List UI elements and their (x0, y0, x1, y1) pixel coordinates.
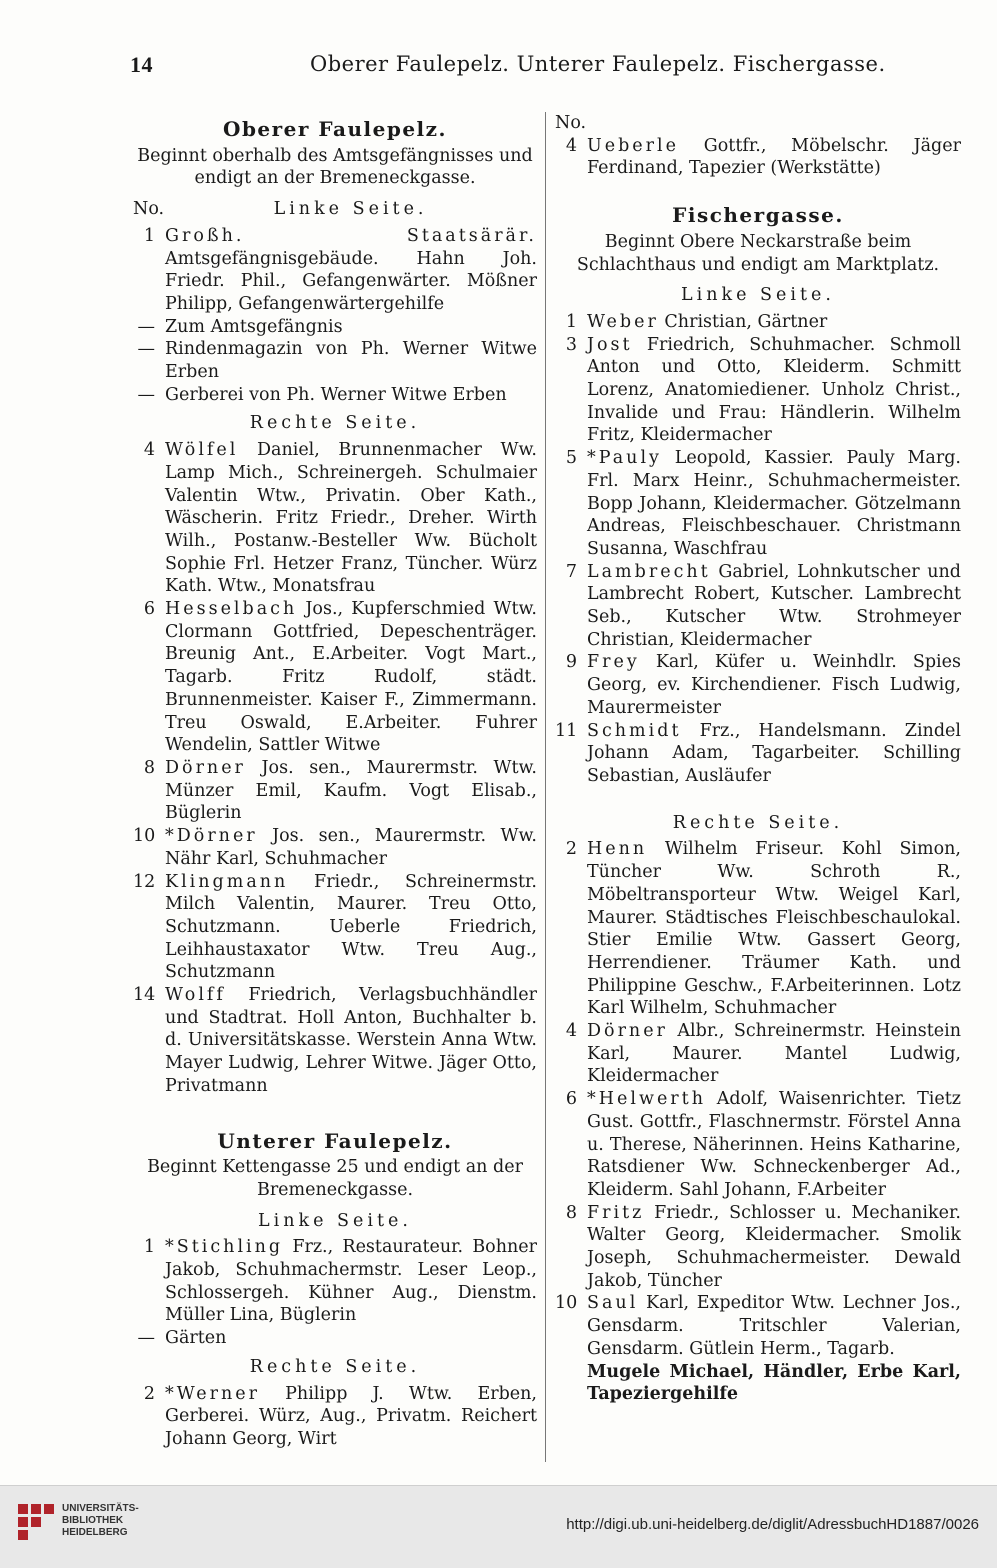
entry-list (133, 439, 537, 1097)
resident-name: *Pauly (587, 448, 662, 469)
list-item (133, 384, 537, 407)
entry-text: Amtsgefängnisgebäude. Hahn Joh. Friedr. Phil., Gefangenwärter. Mößner Philipp, Gefangenwärtergehilfe (165, 248, 537, 314)
entry-text: Karl, Expeditor Wtw. Lechner Jos., Gensdarm. Tritschler Valerian, Gensdarm. Gütlein Herm., Tagarb. (587, 1293, 961, 1359)
side-label: Linke Seite. (273, 199, 428, 220)
house-number: 4 (565, 1021, 577, 1042)
library-name-line: BIBLIOTHEK (62, 1515, 124, 1526)
list-item (555, 447, 961, 561)
library-name (62, 1503, 139, 1539)
resident-name: Dörner (587, 1021, 668, 1042)
house-number: 8 (565, 1202, 577, 1223)
list-item (555, 561, 961, 652)
list-item (133, 1383, 537, 1451)
list-item (555, 334, 961, 448)
house-number: 2 (143, 1383, 155, 1404)
resident-name: Saul (587, 1293, 639, 1314)
resident-name: Wölfel (165, 440, 239, 461)
house-number: 2 (565, 839, 577, 860)
entry-text: Karl, Küfer u. Weinhdlr. Spies Georg, ev. Kirchendiener. Fisch Ludwig, Maurermeister (587, 652, 961, 718)
resident-name: *Stichling (165, 1237, 284, 1258)
entry-text: Mugele Michael, Händler, Erbe Karl, Tapeziergehilfe (587, 1361, 961, 1405)
house-number: 1 (143, 225, 155, 246)
list-item (555, 720, 961, 788)
entry-text: Friedr., Schreinermstr. Milch Valentin, Maurer. Treu Otto, Schutzmann. Ueberle Friedrich, Leihhaustaxator Wtw. Treu Aug., Schutzmann (165, 871, 537, 983)
side-heading: Linke Seite. (258, 1210, 412, 1231)
library-name-line: UNIVERSITÄTS- (62, 1503, 139, 1514)
spacer (133, 1098, 537, 1124)
street-title: Oberer Faulepelz. (223, 117, 447, 141)
entry-text: Gottfr., Möbelschr. Jäger Ferdinand, Tapezier (Werkstätte) (587, 135, 961, 179)
entry-text: Friedrich, Verlagsbuchhändler und Stadtrat. Holl Anton, Buchhalter b. d. Universitätskasse. Werstein Anna Wtw. Mayer Ludwig, Lehrer Witwe. Jäger Otto, Privatmann (165, 985, 537, 1096)
list-item (133, 338, 537, 383)
list-item (133, 225, 537, 316)
page-number: 14 (130, 52, 153, 77)
house-number: 4 (143, 440, 155, 461)
list-item (133, 316, 537, 339)
list-item (133, 439, 537, 598)
house-number: — (137, 384, 155, 405)
house-number: 12 (133, 871, 156, 892)
footer-bar (0, 1485, 997, 1568)
entry-text: Philipp J. Wtw. Erben, Gerberei. Würz, Aug., Privatm. Reichert Johann Georg, Wirt (165, 1383, 537, 1449)
resident-name: Henn (587, 839, 648, 860)
left-column (133, 112, 537, 1451)
entry-text: Friedrich, Schuhmacher. Schmoll Anton und Otto, Kleiderm. Schmitt Lorenz, Anatomiediener. Unholz Christ., Invalide und Frau: Händlerin. Wilhelm Fritz, Kleidermacher (587, 334, 961, 446)
number-column-label: No. (555, 113, 587, 133)
resident-name: Dörner (165, 757, 246, 778)
entry-text: Adolf, Waisenrichter. Tietz Gust. Gottfr., Flaschnermstr. Förstel Anna u. Therese, Näherinnen. Heins Katharine, Ratsdiener Ww. Schneckenberger Ad., Kleiderm. Sahl Johann, F.Arbeiter (587, 1089, 961, 1200)
house-number: 8 (143, 757, 155, 778)
source-url-link[interactable]: http://digi.ub.uni-heidelberg.de/diglit/AdressbuchHD1887/0026 (566, 1516, 979, 1533)
resident-name: *Dörner (165, 826, 258, 847)
library-name-line: HEIDELBERG (62, 1527, 128, 1538)
list-item (133, 1327, 537, 1350)
number-column-label: No. (133, 199, 165, 220)
house-number: 10 (133, 826, 156, 847)
list-item (555, 1088, 961, 1202)
right-column (555, 112, 961, 1406)
list-item (555, 1020, 961, 1088)
resident-name: Weber (587, 311, 659, 332)
side-heading: Rechte Seite. (249, 413, 421, 434)
university-library-logo-icon (16, 1502, 56, 1542)
list-item (133, 984, 537, 1098)
list-item (555, 1292, 961, 1360)
resident-name: Jost (587, 334, 633, 355)
entry-list (133, 225, 537, 407)
entry-text: Gabriel, Lohnkutscher und Lambrecht Robert, Kutscher. Lambrecht Seb., Kutscher Wtw. Strohmeyer Christian, Kleidermacher (587, 561, 961, 650)
list-item (133, 598, 537, 757)
list-item (133, 1236, 537, 1327)
resident-name: Hesselbach (165, 599, 298, 620)
list-item (555, 1202, 961, 1293)
entry-text: Daniel, Brunnenmacher Ww. Lamp Mich., Schreinergeh. Schulmaier Valentin Wtw., Privatin. Ober Kath., Wäscherin. Fritz Friedr., Dreher. Wirth Wilh., Postanw.-Besteller Ww. Bücholt Sophie Frl. Hetzer Franz, Tüncher. Würz Kath. Wtw., Monatsfrau (165, 440, 537, 597)
street-description: Beginnt Kettengasse 25 und endigt an der Bremeneckgasse. (147, 1157, 523, 1200)
side-heading: Linke Seite. (681, 285, 835, 306)
house-number: 4 (565, 135, 577, 156)
side-heading (133, 198, 537, 221)
resident-name: Großh. Staatsärär. (165, 225, 537, 246)
entry-text: Rindenmagazin von Ph. Werner Witwe Erben (165, 339, 537, 383)
spacer (555, 180, 961, 198)
resident-name: Lambrecht (587, 561, 711, 582)
resident-name: Fritz (587, 1202, 645, 1223)
entry-list (555, 838, 961, 1360)
entry-text: Gerberei von Ph. Werner Witwe Erben (165, 384, 507, 405)
entry-text: Frz., Restaurateur. Bohner Jakob, Schuhmachermstr. Leser Leop., Schlossergeh. Kühner Aug., Dienstm. Müller Lina, Büglerin (165, 1237, 537, 1326)
entry-text: Gärten (165, 1328, 227, 1349)
list-item (133, 757, 537, 825)
list-item (133, 825, 537, 870)
house-number: — (137, 316, 155, 337)
list-item (133, 871, 537, 985)
list-item (555, 311, 961, 334)
house-number: 14 (133, 985, 156, 1006)
house-number: 9 (565, 652, 577, 673)
entry-text: Zum Amtsgefängnis (165, 316, 343, 337)
street-title: Fischergasse. (672, 203, 844, 228)
house-number: 5 (565, 448, 577, 469)
house-number: 6 (143, 599, 155, 620)
resident-name: *Helwerth (587, 1089, 706, 1110)
resident-name: *Werner (165, 1383, 261, 1404)
house-number: 1 (143, 1237, 155, 1258)
house-number: 1 (565, 311, 577, 332)
entry-list (133, 1236, 537, 1350)
street-title: Unterer Faulepelz. (217, 1128, 453, 1153)
entry-text: Christian, Gärtner (664, 311, 828, 332)
side-heading: Rechte Seite. (249, 1356, 421, 1377)
house-number: 10 (555, 1293, 578, 1314)
house-number: 7 (565, 561, 577, 582)
entry-text: Friedr., Schlosser u. Mechaniker. Walter Georg, Kleidermacher. Smolik Joseph, Schuhmachermeister. Dewald Jakob, Tüncher (587, 1202, 961, 1291)
list-item (555, 1361, 961, 1406)
street-description: Beginnt oberhalb des Amtsgefängnisses und endigt an der Bremeneckgasse. (137, 145, 533, 189)
list-item (555, 135, 961, 180)
list-item (555, 651, 961, 719)
resident-name: Schmidt (587, 720, 682, 741)
house-number: — (137, 1328, 155, 1349)
resident-name: Klingmann (165, 871, 289, 892)
entry-text: Albr., Schreinermstr. Heinstein Karl, Maurer. Mantel Ludwig, Kleidermacher (587, 1021, 961, 1087)
house-number: 11 (555, 720, 578, 741)
entry-text: Frz., Handelsmann. Zindel Johann Adam, Tagarbeiter. Schilling Sebastian, Ausläufer (587, 720, 961, 786)
page-title: Oberer Faulepelz. Unterer Faulepelz. Fischergasse. (310, 52, 886, 76)
house-number: — (137, 339, 155, 360)
entry-text: Jos. sen., Maurermstr. Wtw. Münzer Emil, Kaufm. Vogt Elisab., Büglerin (165, 757, 537, 824)
house-number: 6 (565, 1089, 577, 1110)
resident-name: Frey (587, 652, 640, 673)
entry-text: Wilhelm Friseur. Kohl Simon, Tüncher Ww. Schroth R., Möbeltransporteur Wtw. Weigel Karl, Maurer. Städtisches Fleischbeschaulokal. Stier Emilie Wtw. Gassert Georg, Herrendiener. Träumer Kath. und Philippine Geschw., F.Arbeiterinnen. Lotz Karl Wilhelm, Schuhmacher (587, 839, 961, 1019)
house-number: 3 (565, 334, 577, 355)
entry-list (555, 311, 961, 788)
street-description: Beginnt Obere Neckarstraße beim Schlachthaus und endigt am Marktplatz. (576, 231, 940, 275)
entry-text: Jos. sen., Maurermstr. Ww. Nähr Karl, Schuhmacher (165, 826, 537, 869)
entry-text: Leopold, Kassier. Pauly Marg. Frl. Marx Heinr., Schuhmachermeister. Bopp Johann, Kleidermacher. Götzelmann Andreas, Fleischbeschauer. Christmann Susanna, Waschfrau (587, 448, 961, 559)
side-heading: Rechte Seite. (672, 812, 844, 833)
entry-list (133, 1383, 537, 1451)
resident-name: Wolff (165, 985, 226, 1006)
list-item (555, 838, 961, 1020)
entry-list (555, 135, 961, 180)
resident-name: Ueberle (587, 135, 679, 156)
column-divider (545, 112, 546, 1462)
entry-text: Jos., Kupferschmied Wtw. Clormann Gottfried, Depeschenträger. Breunig Ant., E.Arbeiter. Vogt Mart., Tagarb. Fritz Rudolf, städt. Brunnenmeister. Kaiser F., Zimmermann. Treu Oswald, E.Arbeiter. Fuhrer Wendelin, Sattler Witwe (165, 599, 537, 756)
spacer (555, 788, 961, 806)
